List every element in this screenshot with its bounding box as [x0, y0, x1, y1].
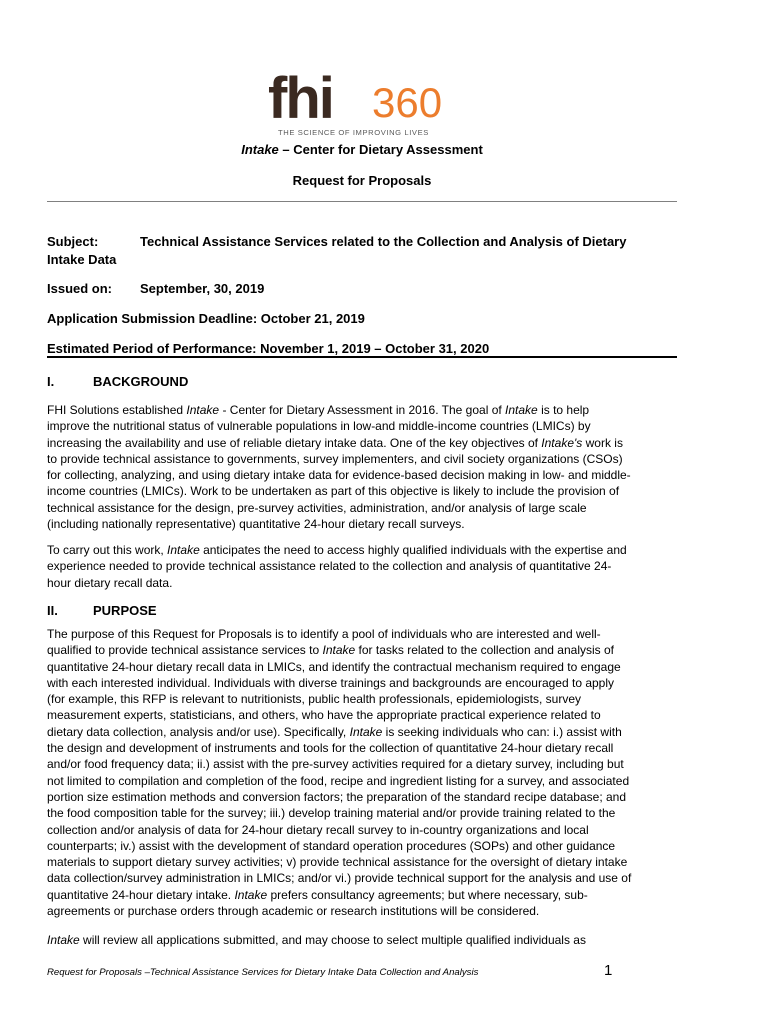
issued-value: September, 30, 2019	[140, 281, 265, 296]
text-line: improve the nutritional status of vulnerable populations in low-and middle-income countries (LMICs) by	[47, 419, 591, 434]
italic-term: Intake's	[541, 435, 583, 450]
text-line: The purpose of this Request for Proposals is to identify a pool of individuals who are interested and well-	[47, 627, 601, 641]
document-title	[47, 142, 677, 157]
text-line: (including nationally representative) quantitative 24-hour dietary recall surveys.	[47, 517, 465, 532]
document-subtitle: Request for Proposals	[292, 173, 432, 188]
section-title: BACKGROUND	[93, 374, 189, 389]
meta-divider	[47, 356, 677, 358]
subject-label: Subject:	[47, 234, 99, 249]
text-line: experience needed to provide technical assistance related to the collection and analysis of quantitative 24-	[47, 559, 612, 574]
purpose-paragraph-1	[47, 626, 679, 919]
section-heading-background	[47, 374, 188, 389]
italic-term: Intake	[505, 403, 538, 417]
italic-term: Intake	[167, 543, 200, 557]
text-line: income countries (LMICs). Work to be undertaken as part of this objective is likely to include the provision of	[47, 484, 620, 499]
text-line: quantitative 24-hour dietary recall data in LMICs, and identify the contractual mechanism required to engage	[47, 659, 621, 674]
subject-line	[47, 234, 687, 249]
italic-term: Intake	[234, 887, 268, 902]
text-line: FHI Solutions established Intake - Center for Dietary Assessment in 2016. The goal of Intake is to help	[47, 403, 590, 417]
text-line: agreements or purchase orders through academic or research institutions will be considered.	[47, 904, 540, 919]
text-line: with each interested individual. Individuals with diverse trainings and backgrounds are encouraged to apply	[47, 675, 615, 690]
issued-label: Issued on:	[47, 281, 113, 296]
logo-letters: fhi	[268, 70, 333, 131]
text-line: measurement experts, statisticians, and others, who have the appropriate practical experience related to	[47, 708, 601, 723]
subject-value: Technical Assistance Services related to the Collection and Analysis of Dietary	[140, 234, 627, 249]
italic-term: Intake	[322, 643, 356, 658]
text-line: for collecting, analyzing, and using dietary intake data for evidence-based decision making in low- and middle-	[47, 468, 631, 483]
section-number: I.	[47, 374, 55, 389]
title-rest: – Center for Dietary Assessment	[278, 142, 483, 157]
text-line: hour dietary recall data.	[47, 575, 173, 590]
text-line: Intake will review all applications submitted, and may choose to select multiple qualified individuals as	[47, 933, 586, 947]
period-line: Estimated Period of Performance: November 1, 2019 – October 31, 2020	[47, 341, 490, 356]
text-line: To carry out this work, Intake anticipates the need to access highly qualified individuals with the expertise and	[47, 543, 627, 557]
deadline-line: Application Submission Deadline: October 21, 2019	[47, 311, 365, 326]
header-divider	[47, 201, 677, 202]
issued-line	[47, 281, 687, 296]
purpose-paragraph-2	[47, 932, 679, 948]
logo-number: 360	[372, 79, 443, 126]
text-line: data collection/survey administration in LMICs; and/or vi.) provide technical support for the analysis and use of	[47, 871, 632, 886]
text-line: collection and/or analysis of data for 24-hour dietary recall survey to in-country organizations and local	[47, 822, 589, 837]
text-line: increasing the availability and use of reliable dietary intake data. One of the key objectives of Intake's work is	[47, 435, 623, 450]
text-line: not limited to compilation and completion of the food, recipe and ingredient listing for a survey, and associated	[47, 773, 630, 788]
text-line: the food composition table for the survey; iii.) develop training material and/or provide training related to the	[47, 806, 616, 821]
text-line: to provide technical assistance to governments, survey implementers, and civil society organizations (CSOs)	[47, 451, 623, 466]
text-line: (for example, this RFP is relevant to nutritionists, public health professionals, epidemiologists, survey	[47, 692, 582, 707]
subject-line-2: Intake Data	[47, 252, 117, 267]
section-title: PURPOSE	[93, 603, 157, 618]
text-line: materials to support dietary survey activities; v) provide technical assistance for the oversight of dietary intake	[47, 855, 628, 870]
italic-term: Intake	[186, 403, 220, 417]
page-footer: Request for Proposals –Technical Assistance Services for Dietary Intake Data Collection and Analysis	[47, 967, 479, 978]
logo-tagline: THE SCIENCE OF IMPROVING LIVES	[278, 128, 429, 137]
text-line: technical assistance for the design, pre-survey activities, administration, and/or analysis of large scale	[47, 500, 587, 515]
section-heading-purpose	[47, 603, 157, 618]
text-line: counterparts; iv.) assist with the development of standard operation procedures (SOPs) and other guidance	[47, 838, 616, 853]
text-line: dietary data collection, analysis and/or use). Specifically, Intake is seeking individuals who can: i.) assist with	[47, 724, 622, 739]
title-italic: Intake	[241, 142, 279, 157]
text-line: and/or food frequency data; ii.) assist with the pre-survey activities required for a dietary survey, including but	[47, 757, 624, 772]
page-number: 1	[604, 962, 613, 979]
text-line: quantitative 24-hour dietary intake. Intake prefers consultancy agreements; but where necessary, sub-	[47, 887, 588, 902]
fhi360-logo	[268, 70, 458, 138]
section-number: II.	[47, 603, 58, 618]
text-line: the design and development of instruments and tools for the collection of quantitative 24-hour dietary recall	[47, 741, 614, 756]
background-paragraph-1	[47, 402, 679, 532]
text-line: portion size estimation methods and conversion factors; the preparation of the standard recipe database; and	[47, 789, 627, 804]
italic-term: Intake	[349, 724, 383, 739]
text-line: qualified to provide technical assistance services to Intake for tasks related to the collection and analysis of	[47, 643, 614, 658]
background-paragraph-2	[47, 542, 679, 591]
italic-term: Intake	[47, 933, 80, 947]
